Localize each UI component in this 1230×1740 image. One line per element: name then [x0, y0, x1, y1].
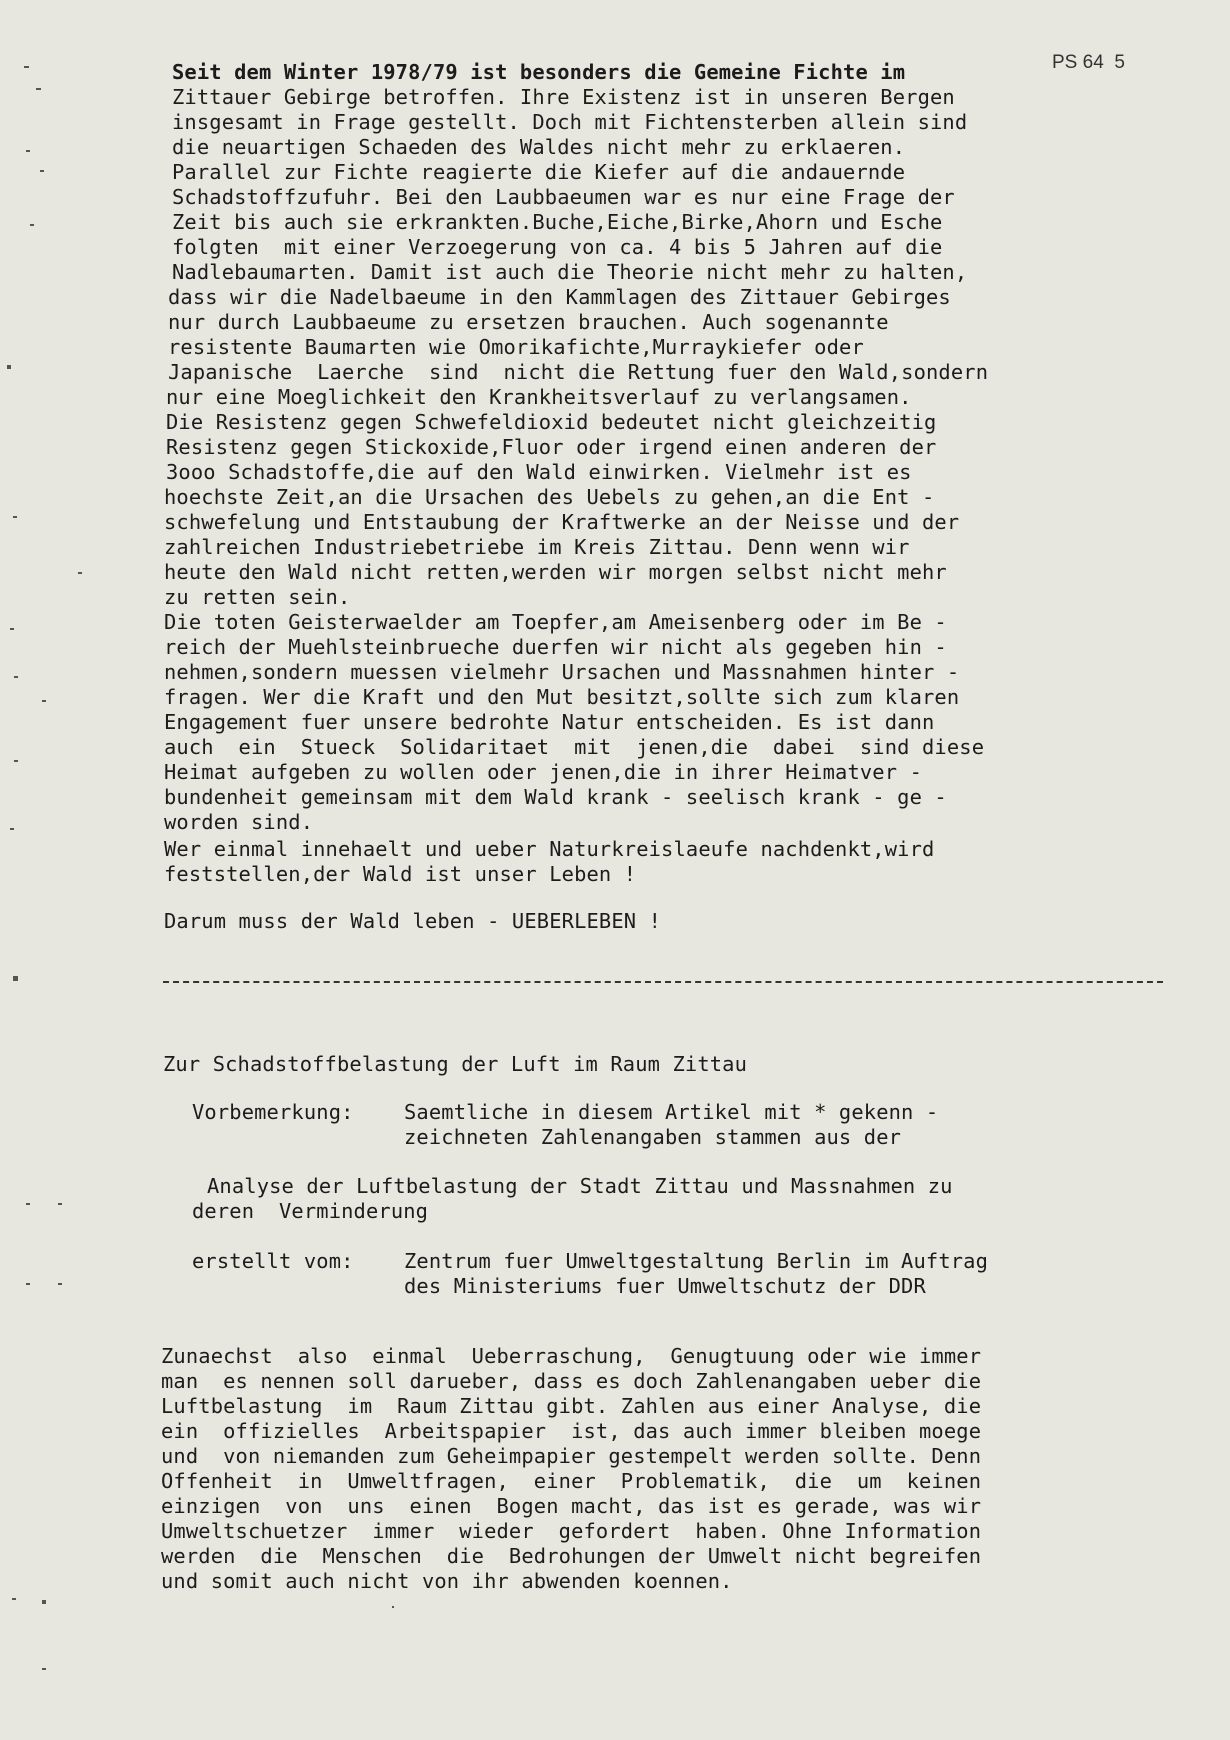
created-by-label: erstellt vom: — [192, 1249, 354, 1273]
margin-mark — [13, 976, 18, 981]
paragraph2-line: reich der Muehlsteinbrueche duerfen wir nicht als gegeben hin - — [164, 635, 947, 659]
paragraph2-line: Die toten Geisterwaelder am Toepfer,am Ameisenberg oder im Be - — [164, 610, 947, 634]
paragraph1-line: Schadstoffzufuhr. Bei den Laubbaeumen war es nur eine Frage der — [172, 185, 955, 209]
paragraph3-line: feststellen,der Wald ist unser Leben ! — [164, 862, 637, 886]
margin-mark — [58, 1283, 62, 1285]
paragraph4-line: werden die Menschen die Bedrohungen der Umwelt nicht begreifen — [161, 1544, 982, 1568]
paragraph2-line: nehmen,sondern muessen vielmehr Ursachen und Massnahmen hinter - — [164, 660, 960, 684]
margin-mark — [42, 700, 46, 702]
margin-mark — [12, 1598, 16, 1600]
created-by-line-2: des Ministeriums fuer Umweltschutz der DDR — [404, 1274, 926, 1298]
paragraph1-line: 3ooo Schadstoffe,die auf den Wald einwirken. Vielmehr ist es — [166, 460, 912, 484]
paragraph2-line: Heimat aufgeben zu wollen oder jenen,die in ihrer Heimatver - — [164, 760, 922, 784]
paragraph1-line: Parallel zur Fichte reagierte die Kiefer auf die andauernde — [172, 160, 906, 184]
paragraph1-line: die neuartigen Schaeden des Waldes nicht mehr zu erklaeren. — [172, 135, 906, 159]
margin-mark — [392, 1606, 394, 1608]
preface-line-2: zeichneten Zahlenangaben stammen aus der — [404, 1125, 902, 1149]
paragraph4-line: Offenheit in Umweltfragen, einer Problematik, die um keinen — [161, 1469, 982, 1493]
closing-line: Darum muss der Wald leben - UEBERLEBEN ! — [164, 909, 662, 933]
paragraph4-line: Zunaechst also einmal Ueberraschung, Genugtuung oder wie immer — [161, 1344, 982, 1368]
preface-line-1: Saemtliche in diesem Artikel mit * gekenn - — [404, 1100, 939, 1124]
paragraph1-line: resistente Baumarten wie Omorikafichte,Murraykiefer oder — [168, 335, 864, 359]
margin-mark — [26, 150, 30, 152]
margin-mark — [40, 170, 44, 172]
margin-mark — [13, 516, 17, 518]
paragraph1-line: Zeit bis auch sie erkrankten.Buche,Eiche,Birke,Ahorn und Esche — [172, 210, 943, 234]
paragraph4-line: man es nennen soll darueber, dass es doch Zahlenangaben ueber die — [161, 1369, 982, 1393]
paragraph1-line: insgesamt in Frage gestellt. Doch mit Fichtensterben allein sind — [172, 110, 968, 134]
paragraph1-line: Seit dem Winter 1978/79 ist besonders die Gemeine Fichte im — [172, 60, 906, 84]
dashed-divider — [163, 981, 1163, 983]
margin-mark — [58, 1203, 62, 1205]
paragraph2-line: fragen. Wer die Kraft und den Mut besitzt,sollte sich zum klaren — [164, 685, 960, 709]
section-title: Zur Schadstoffbelastung der Luft im Raum Zittau — [163, 1052, 748, 1076]
paragraph1-line: schwefelung und Entstaubung der Kraftwerke an der Neisse und der — [164, 510, 960, 534]
paragraph1-line: Japanische Laerche sind nicht die Rettung fuer den Wald,sondern — [168, 360, 989, 384]
paragraph3-line: Wer einmal innehaelt und ueber Naturkreislaeufe nachdenkt,wird — [164, 837, 935, 861]
paragraph2-line: worden sind. — [164, 810, 314, 834]
margin-mark — [42, 1600, 46, 1604]
margin-mark — [14, 676, 18, 678]
margin-mark — [36, 88, 41, 90]
paragraph2-line: bundenheit gemeinsam mit dem Wald krank - seelisch krank - ge - — [164, 785, 947, 809]
paragraph1-line: Nadlebaumarten. Damit ist auch die Theorie nicht mehr zu halten, — [172, 260, 968, 284]
paragraph4-line: und somit auch nicht von ihr abwenden koennen. — [161, 1569, 733, 1593]
paragraph1-line: nur durch Laubbaeume zu ersetzen brauchen. Auch sogenannte — [168, 310, 889, 334]
paragraph2-line: Engagement fuer unsere bedrohte Natur entscheiden. Es ist dann — [164, 710, 935, 734]
paragraph1-line: zahlreichen Industriebetriebe im Kreis Zittau. Denn wenn wir — [164, 535, 910, 559]
paragraph1-line: hoechste Zeit,an die Ursachen des Uebels zu gehen,an die Ent - — [164, 485, 935, 509]
analysis-line-1: Analyse der Luftbelastung der Stadt Zittau und Massnahmen zu — [207, 1174, 953, 1198]
paragraph1-line: dass wir die Nadelbaeume in den Kammlagen des Zittauer Gebirges — [168, 285, 951, 309]
paragraph1-line: folgten mit einer Verzoegerung von ca. 4 bis 5 Jahren auf die — [172, 235, 943, 259]
paragraph1-line: Zittauer Gebirge betroffen. Ihre Existenz ist in unseren Bergen — [172, 85, 955, 109]
paragraph4-line: ein offizielles Arbeitspapier ist, das auch immer bleiben moege — [161, 1419, 982, 1443]
margin-mark — [24, 66, 29, 68]
paragraph1-line: Die Resistenz gegen Schwefeldioxid bedeutet nicht gleichzeitig — [166, 410, 937, 434]
paragraph4-line: Luftbelastung im Raum Zittau gibt. Zahlen aus einer Analyse, die — [161, 1394, 982, 1418]
page-number: PS 64 5 — [1052, 52, 1125, 73]
paragraph2-line: auch ein Stueck Solidaritaet mit jenen,die dabei sind diese — [164, 735, 985, 759]
paragraph4-line: und von niemanden zum Geheimpapier gestempelt werden sollte. Denn — [161, 1444, 982, 1468]
paragraph1-line: zu retten sein. — [164, 585, 351, 609]
analysis-line-2: deren Verminderung — [192, 1199, 429, 1223]
margin-mark — [30, 224, 34, 226]
margin-mark — [26, 1283, 30, 1285]
paragraph1-line: heute den Wald nicht retten,werden wir morgen selbst nicht mehr — [164, 560, 947, 584]
created-by-line-1: Zentrum fuer Umweltgestaltung Berlin im Auftrag — [404, 1249, 989, 1273]
paragraph4-line: einzigen von uns einen Bogen macht, das ist es gerade, was wir — [161, 1494, 982, 1518]
preface-label: Vorbemerkung: — [192, 1100, 354, 1124]
margin-mark — [10, 828, 14, 830]
paragraph4-line: Umweltschuetzer immer wieder gefordert haben. Ohne Information — [161, 1519, 982, 1543]
margin-mark — [78, 572, 82, 574]
paragraph1-line: Resistenz gegen Stickoxide,Fluor oder irgend einen anderen der — [166, 435, 937, 459]
margin-mark — [10, 628, 14, 630]
margin-mark — [14, 760, 18, 762]
margin-mark — [7, 365, 11, 369]
margin-mark — [42, 1668, 46, 1670]
paragraph1-line: nur eine Moeglichkeit den Krankheitsverlauf zu verlangsamen. — [166, 385, 912, 409]
margin-mark — [26, 1203, 30, 1205]
